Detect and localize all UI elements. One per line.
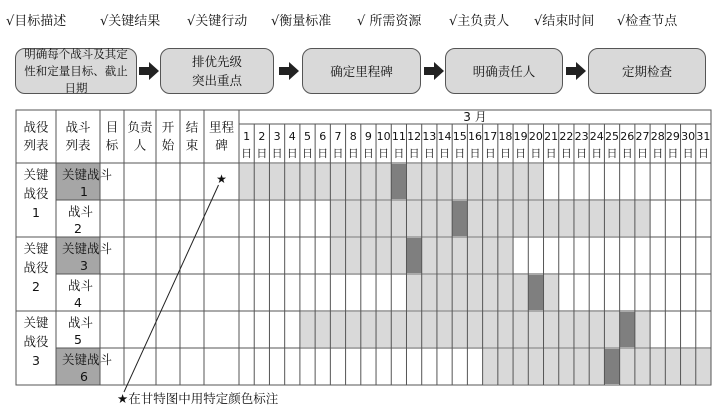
checklist-item-end-time: √结束时间 (534, 14, 595, 29)
header-label: 目 (105, 119, 119, 135)
day-suffix: 日 (286, 147, 298, 160)
header-label: 列表 (23, 137, 49, 153)
flow-step-review: 定期检查 (588, 48, 706, 94)
day-suffix: 日 (560, 147, 572, 160)
checklist-item-key-actions: √关键行动 (187, 14, 248, 29)
day-number: 20 (528, 130, 543, 143)
campaign-label: 2 (32, 279, 40, 294)
day-number: 24 (589, 130, 604, 143)
checklist-item-owner: √主负责人 (449, 14, 510, 29)
day-suffix: 日 (317, 147, 329, 160)
gantt-checkpoint-bar (528, 275, 543, 310)
flow-step-owners: 明确责任人 (445, 48, 563, 94)
header-label: 始 (161, 137, 175, 153)
gantt-checkpoint-bar (391, 164, 406, 199)
day-suffix: 日 (515, 147, 527, 160)
day-suffix: 日 (499, 147, 511, 160)
day-suffix: 日 (362, 147, 374, 160)
day-number: 17 (483, 130, 498, 143)
day-number: 14 (437, 130, 452, 143)
day-suffix: 日 (697, 147, 709, 160)
day-suffix: 日 (423, 147, 435, 160)
day-number: 2 (258, 130, 266, 143)
day-suffix: 日 (606, 147, 618, 160)
battle-label: 战斗 (68, 315, 94, 330)
header-label: 战役 (23, 119, 49, 135)
header-label: 战斗 (65, 119, 91, 135)
campaign-label: 关键 (23, 315, 49, 330)
day-number: 26 (620, 130, 635, 143)
day-suffix: 日 (652, 147, 664, 160)
gantt-checkpoint-bar (452, 201, 467, 236)
day-number: 7 (334, 130, 342, 143)
battle-label: 3 (80, 258, 88, 273)
day-number: 1 (243, 130, 251, 143)
day-number: 19 (513, 130, 528, 143)
battle-label: 5 (74, 332, 82, 347)
day-number: 23 (574, 130, 589, 143)
day-number: 8 (349, 130, 357, 143)
day-suffix: 日 (256, 147, 268, 160)
checklist-item-standard: √衡量标准 (271, 14, 332, 29)
battle-label: 关键战斗 (62, 241, 113, 256)
day-number: 30 (681, 130, 696, 143)
flow-step-milestones: 确定里程碑 (302, 48, 421, 94)
gantt-checkpoint-bar (620, 312, 635, 347)
gantt-checkpoint-bar (406, 238, 421, 273)
header-label: 束 (185, 137, 199, 153)
campaign-label: 战役 (23, 260, 49, 275)
footnote: ★在甘特图中用特定颜色标注 (117, 391, 279, 406)
checklist-item-goal: √目标描述 (6, 14, 67, 29)
day-suffix: 日 (271, 147, 283, 160)
header-label: 里程 (208, 119, 235, 135)
milestone-star-icon: ★ (216, 172, 227, 186)
checklist-item-resources: √ 所需资源 (357, 14, 422, 29)
day-suffix: 日 (545, 147, 557, 160)
header-label: 碑 (215, 137, 228, 153)
header-label: 负责 (127, 119, 153, 135)
day-suffix: 日 (576, 147, 588, 160)
flow-step-define-goals: 明确每个战斗及其定性和定量目标、截止日期 (15, 48, 137, 94)
gantt-checkpoint-bar (604, 349, 619, 384)
day-suffix: 日 (439, 147, 451, 160)
day-number: 13 (422, 130, 437, 143)
day-number: 22 (559, 130, 574, 143)
battle-label: 战斗 (68, 204, 94, 219)
battle-label: 关键战斗 (62, 352, 113, 367)
campaign-label: 3 (32, 353, 40, 368)
day-suffix: 日 (241, 147, 253, 160)
flow-step-prioritize: 排优先级突出重点 (160, 48, 274, 94)
day-suffix: 日 (378, 147, 390, 160)
campaign-label: 关键 (23, 167, 49, 182)
day-suffix: 日 (408, 147, 420, 160)
day-number: 28 (650, 130, 665, 143)
day-number: 5 (304, 130, 312, 143)
day-number: 9 (364, 130, 372, 143)
day-number: 11 (391, 130, 406, 143)
battle-label: 1 (80, 184, 88, 199)
day-number: 29 (665, 130, 680, 143)
campaign-label: 战役 (23, 186, 49, 201)
day-suffix: 日 (347, 147, 359, 160)
battle-label: 4 (74, 295, 82, 310)
gantt-bar (330, 201, 650, 236)
checklist-item-checkpoint: √检查节点 (617, 14, 678, 29)
gantt-bar (300, 312, 650, 347)
battle-label: 6 (80, 369, 88, 384)
day-number: 6 (319, 130, 327, 143)
day-suffix: 日 (332, 147, 344, 160)
day-suffix: 日 (454, 147, 466, 160)
day-number: 15 (452, 130, 467, 143)
day-suffix: 日 (469, 147, 481, 160)
header-label: 标 (105, 137, 119, 153)
day-suffix: 日 (636, 147, 648, 160)
header-label: 列表 (65, 137, 91, 153)
day-number: 18 (498, 130, 513, 143)
gantt-bar (483, 349, 711, 384)
campaign-label: 关键 (23, 241, 49, 256)
checklist-item-key-results: √关键结果 (100, 14, 161, 29)
campaign-label: 1 (32, 205, 40, 220)
day-suffix: 日 (667, 147, 679, 160)
day-suffix: 日 (682, 147, 694, 160)
day-number: 3 (273, 130, 281, 143)
month-label: 3 月 (463, 110, 487, 124)
day-suffix: 日 (302, 147, 314, 160)
day-suffix: 日 (484, 147, 496, 160)
campaign-label: 战役 (23, 334, 49, 349)
header-label: 开 (161, 119, 175, 135)
day-number: 4 (288, 130, 296, 143)
day-number: 25 (605, 130, 620, 143)
day-number: 16 (468, 130, 482, 143)
battle-label: 战斗 (68, 278, 94, 293)
header-label: 结 (185, 119, 199, 135)
day-number: 27 (635, 130, 650, 143)
day-number: 10 (376, 130, 391, 143)
day-suffix: 日 (591, 147, 603, 160)
day-suffix: 日 (530, 147, 542, 160)
day-suffix: 日 (393, 147, 405, 160)
day-number: 31 (696, 130, 711, 143)
day-number: 12 (407, 130, 422, 143)
day-number: 21 (544, 130, 559, 143)
day-suffix: 日 (621, 147, 633, 160)
header-label: 人 (133, 137, 147, 153)
battle-label: 关键战斗 (62, 167, 113, 182)
battle-label: 2 (74, 221, 82, 236)
